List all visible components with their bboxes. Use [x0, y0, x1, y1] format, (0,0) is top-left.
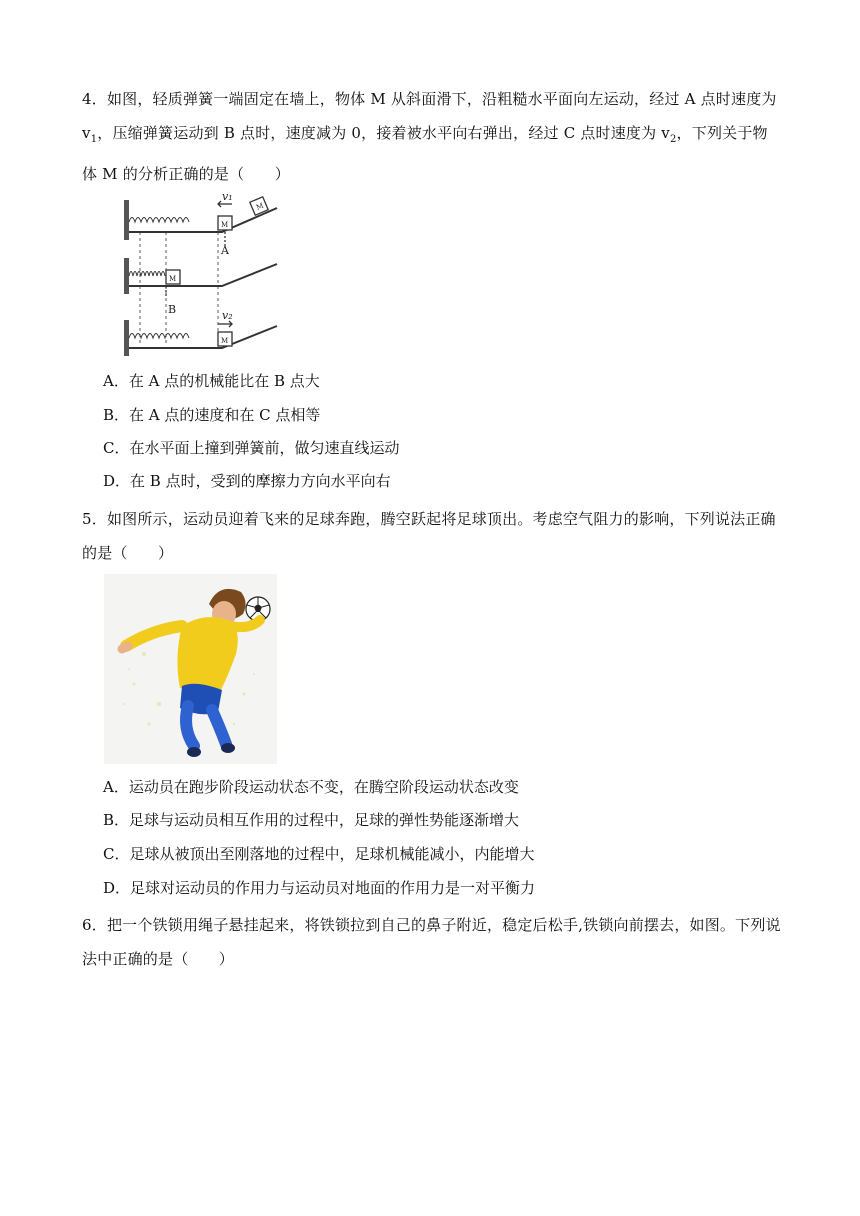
figure-panel-2	[124, 258, 277, 298]
q4-subscript-1: 1	[90, 134, 98, 145]
q5-option-d: D．足球对运动员的作用力与运动员对地面的作用力是一对平衡力	[103, 879, 536, 897]
q4-option-b: B．在 A 点的速度和在 C 点相等	[103, 406, 321, 424]
football-player-figure	[104, 574, 277, 764]
label-b: B	[168, 303, 177, 316]
q4-stem-part-2: ，压缩弹簧运动到 B 点时，速度减为 0，接着被水平向右弹出，经过 C 点时速度为 v	[97, 124, 670, 142]
block-m-label-3: M	[221, 337, 229, 345]
q5-option-b: B．足球与运动员相互作用的过程中，足球的弹性势能逐渐增大	[103, 811, 520, 829]
q5-option-c: C．足球从被顶出至刚落地的过程中，足球机械能减小，内能增大	[103, 845, 535, 863]
block-m-label-1: M	[221, 221, 229, 229]
q4-option-d: D．在 B 点时，受到的摩擦力方向水平向右	[103, 472, 391, 490]
spring-block-figure	[122, 192, 282, 360]
q4-option-a: A．在 A 点的机械能比在 B 点大	[103, 372, 320, 390]
label-v1: v₁	[222, 192, 233, 203]
question-5-stem: 5．如图所示，运动员迎着飞来的足球奔跑，腾空跃起将足球顶出。考虑空气阻力的影响，下列说法正确的是（ ）	[82, 510, 776, 562]
q4-stem-part-3: ，下列关于物体 M 的分析正确的是（ ）	[82, 124, 768, 183]
question-4-stem	[82, 82, 782, 191]
question-6-stem: 6．把一个铁锁用绳子悬挂起来，将铁锁拉到自己的鼻子附近，稳定后松手,铁锁向前摆去，如图。下列说法中正确的是（ ）	[82, 916, 781, 968]
q4-stem-part-1: 4．如图，轻质弹簧一端固定在墙上，物体 M 从斜面滑下，沿粗糙水平面向左运动，经过 A 点时速度为 v	[82, 90, 777, 142]
label-a: A	[221, 244, 229, 257]
figure-panel-3	[124, 320, 277, 356]
q4-subscript-2: 2	[669, 134, 677, 145]
q4-option-c: C．在水平面上撞到弹簧前，做匀速直线运动	[103, 439, 400, 457]
q5-option-a: A．运动员在跑步阶段运动状态不变，在腾空阶段运动状态改变	[103, 778, 519, 796]
block-m-label-slope: M	[255, 201, 265, 212]
block-m-label-2: M	[169, 275, 177, 283]
label-v2: v₂	[222, 309, 233, 322]
